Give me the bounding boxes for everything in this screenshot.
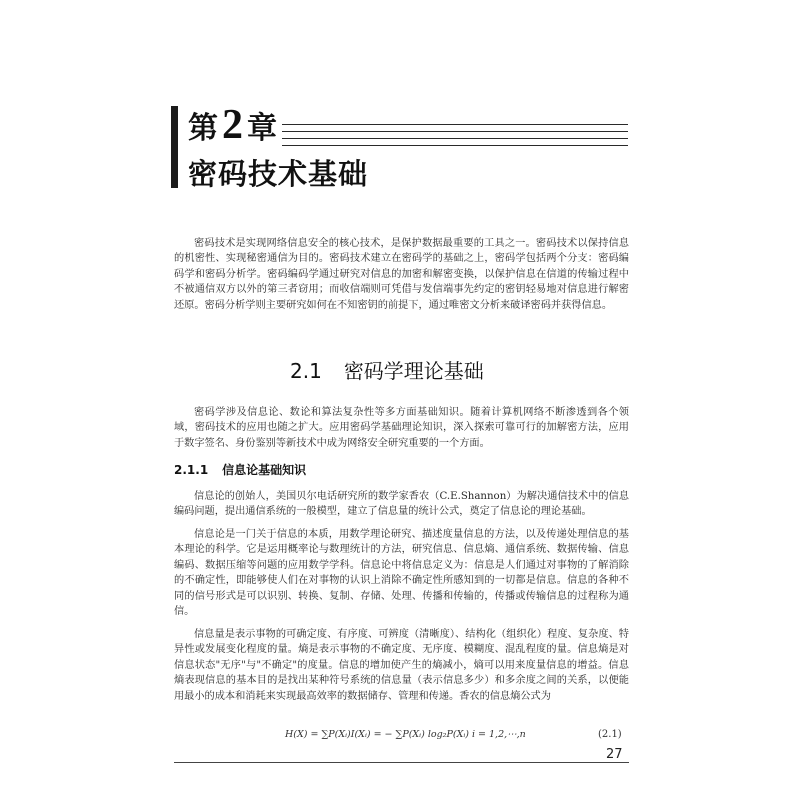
chapter-label-suffix: 章	[247, 111, 277, 146]
section-intro-paragraph: 密码学涉及信息论、数论和算法复杂性等多方面基础知识。随着计算机网络不断渗透到各个领域，密码技术的应用也随之扩大。应用密码学基础理论知识，深入探索可靠可行的加解密方法，应用于数字签名、身份鉴别等新技术中成为网络安全研究重要的一个方面。	[174, 407, 629, 449]
chapter-label-prefix: 第	[188, 111, 218, 146]
section-heading	[290, 355, 484, 384]
subsection-title: 信息论基础知识	[222, 463, 307, 477]
chapter-decorative-lines	[282, 118, 628, 146]
section-title: 密码学理论基础	[343, 359, 484, 383]
entropy-formula: H(X) = ∑P(Xᵢ)I(Xᵢ) = − ∑P(Xᵢ) log₂P(Xᵢ) i = 1,2,⋯,n	[285, 729, 526, 740]
body-paragraph-1: 信息论的创始人，美国贝尔电话研究所的数学家香农（C.E.Shannon）为解决通信技术中的信息编码问题，提出通信系统的一般模型，建立了信息量的统计公式，奠定了信息论的理论基础。	[174, 491, 629, 518]
subsection-heading	[174, 461, 306, 478]
page-number: 27	[606, 747, 623, 762]
subsection-number: 2.1.1	[174, 463, 209, 477]
footer-rule	[174, 762, 629, 763]
body-paragraph-3: 信息量是表示事物的可确定度、有序度、可辨度（清晰度）、结构化（组织化）程度、复杂度、特异性或发展变化程度的量。熵是表示事物的不确定度、无序度、模糊度、混乱程度的量。信息熵是对信息状态"无序"与"不确定"的度量。信息的增加使产生的熵减小，熵可以用来度量信息的增益。信息熵表现信息的基本目的是找出某种符号系统的信息量（表示信息多少）和多余度之间的关系，以便能用最小的成本和消耗来实现最高效率的数据储存、管理和传递。香农的信息熵公式为	[174, 629, 629, 702]
chapter-label	[188, 104, 277, 146]
chapter-number: 2	[222, 102, 243, 148]
chapter-accent-bar	[171, 106, 178, 188]
chapter-title: 密码技术基础	[188, 157, 369, 191]
intro-paragraph: 密码技术是实现网络信息安全的核心技术，是保护数据最重要的工具之一。密码技术以保持信息的机密性、实现秘密通信为目的。密码技术建立在密码学的基础之上，密码学包括两个分支：密码编码学和密码分析学。密码编码学通过研究对信息的加密和解密变换，以保护信息在信道的传输过程中不被通信双方以外的第三者窃用；而收信端则可凭借与发信端事先约定的密钥轻易地对信息进行解密还原。密码分析学则主要研究如何在不知密钥的前提下，通过唯密文分析来破译密码并获得信息。	[174, 238, 629, 311]
section-number: 2.1	[290, 359, 322, 383]
formula-number: (2.1)	[598, 729, 622, 740]
body-paragraph-2: 信息论是一门关于信息的本质，用数学理论研究、描述度量信息的方法，以及传递处理信息的基本理论的科学。它是运用概率论与数理统计的方法，研究信息、信息熵、通信系统、数据传输、信息编码、数据压缩等问题的应用数学学科。信息论中将信息定义为：信息是人们通过对事物的了解消除的不确定性，即能够使人们在对事物的认识上消除不确定性所感知到的一切都是信息。信息的各种不同的信号形式是可以识别、转换、复制、存储、处理、传播和传输的，传播或传输信息的过程称为通信。	[174, 529, 629, 618]
